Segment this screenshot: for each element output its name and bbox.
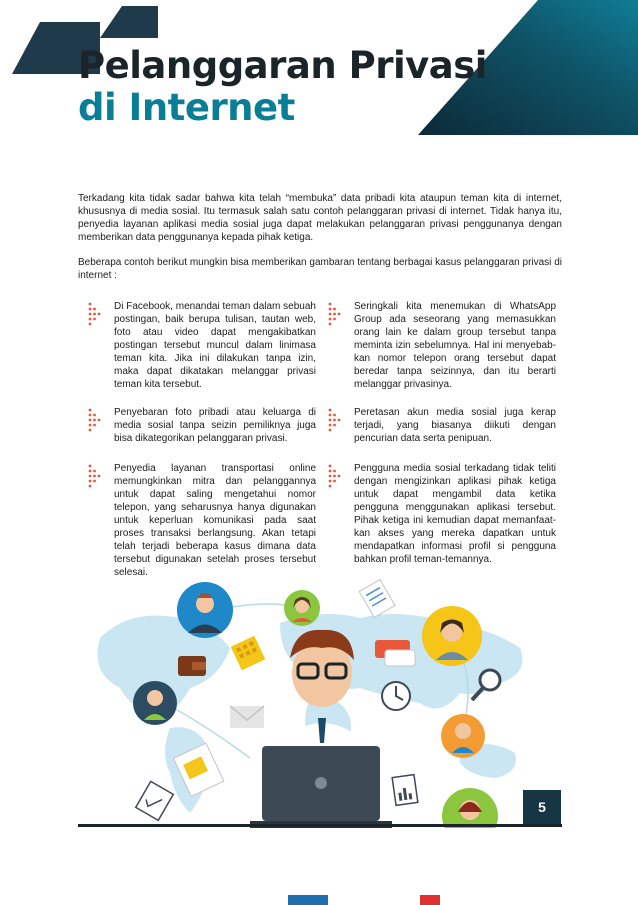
- example-text: Di Facebook, menandai teman dalam sebuah postingan, baik berupa tulisan, tautan web, foto atau video dapat mengakibatkan postingan tersebut muncul dalam linimasa teman kita. Jika ini dilakukan tanpa izin, maka dapat dikatakan melanggar privasi teman kita tersebut.: [114, 301, 316, 390]
- list-item: [88, 300, 316, 391]
- avatar-woman-green: [284, 590, 320, 626]
- example-text: Peretasan akun media sosial juga kerap terjadi, yang biasanya diikuti dengan pencurian data serta penipuan.: [354, 407, 556, 444]
- list-item: [328, 406, 556, 445]
- dotted-arrow-icon: [328, 464, 344, 490]
- list-item: [88, 462, 316, 579]
- page-title-line1: Pelanggaran Privasi: [78, 44, 487, 87]
- envelope-icon: [230, 706, 264, 728]
- example-text: Penyedia layanan transportasi online memungkinkan mitra dan pelanggannya untuk dapat saling mengetahui nomor telepon, yang seharusnya hanya digunakan untuk keperluan komunikasi pada saat proses transaksi berlangsung. Akan tetapi telah terjadi beberapa kasus dimana data tersebut digunakan setelah proses tersebut selesai.: [114, 463, 316, 578]
- dotted-arrow-icon: [328, 408, 344, 434]
- list-item: [328, 462, 556, 566]
- notepad-icon: [359, 580, 395, 618]
- clock-icon: [382, 682, 410, 710]
- dotted-arrow-icon: [88, 408, 104, 434]
- laptop-icon: [250, 746, 392, 828]
- header-stripe-top: [100, 6, 158, 38]
- example-text: Pengguna media sosial terkadang tidak teliti dengan mengizinkan aplikasi pihak ketiga untuk dapat mengambil data ketika pengguna menggunakan aplikasi tersebut. Pihak ketiga ini kemudian dapat memanfaat-kan akses yang mereka dapatkan untuk mendapatkan informasi profil si pengguna bahkan profil teman-temannya.: [354, 463, 556, 565]
- avatar-man-tie: [177, 582, 233, 638]
- intro-lead: Beberapa contoh berikut mungkin bisa memberikan gambaran tentang berbagai kasus pelanggaran privasi di internet :: [78, 257, 562, 281]
- list-item: [328, 300, 556, 391]
- avatar-woman-bottom: [442, 788, 498, 828]
- central-person: [285, 630, 360, 753]
- page-title-line2: di Internet: [78, 86, 295, 129]
- page-number: 5: [523, 790, 561, 824]
- avatar-woman-yellow: [422, 606, 482, 666]
- dotted-arrow-icon: [88, 464, 104, 490]
- list-item: [88, 406, 316, 445]
- avatar-man-navy: [133, 681, 177, 725]
- social-network-illustration: [60, 578, 560, 828]
- example-text: Seringkali kita menemukan di WhatsApp Group ada seseorang yang memasukkan orang lain ke dalam group tersebut tanpa meminta izin sebelumnya. Hal ini menyebab-kan nomor telepon orang tersebut dapat beredar tanpa seizinnya, dan itu berarti melanggar privasinya.: [354, 301, 556, 390]
- avatar-man-orange: [441, 714, 485, 758]
- bottom-mark-red: [420, 895, 440, 905]
- bottom-mark-blue: [288, 895, 328, 905]
- wallet-icon: [178, 656, 206, 676]
- example-text: Penyebaran foto pribadi atau keluarga di media sosial tanpa seizin pemiliknya juga bisa dikategorikan pelanggaran privasi.: [114, 407, 316, 444]
- intro-paragraph: Terkadang kita tidak sadar bahwa kita telah “membuka” data pribadi kita ataupun teman kita di internet, khususnya di media sosial. Itu termasuk salah satu contoh pelanggaran privasi di internet. Tidak hanya itu, penyedia layanan aplikasi media sosial juga dapat melakukan pelanggaran privasi penggunanya dengan memberikan data penggunanya kepada pihak ketiga.: [78, 193, 562, 243]
- dotted-arrow-icon: [328, 302, 344, 328]
- calculator-icon: [231, 636, 266, 671]
- dotted-arrow-icon: [88, 302, 104, 328]
- footer-rule: [78, 824, 562, 827]
- checklist-icon: [136, 781, 174, 820]
- chart-card-icon: [392, 775, 418, 806]
